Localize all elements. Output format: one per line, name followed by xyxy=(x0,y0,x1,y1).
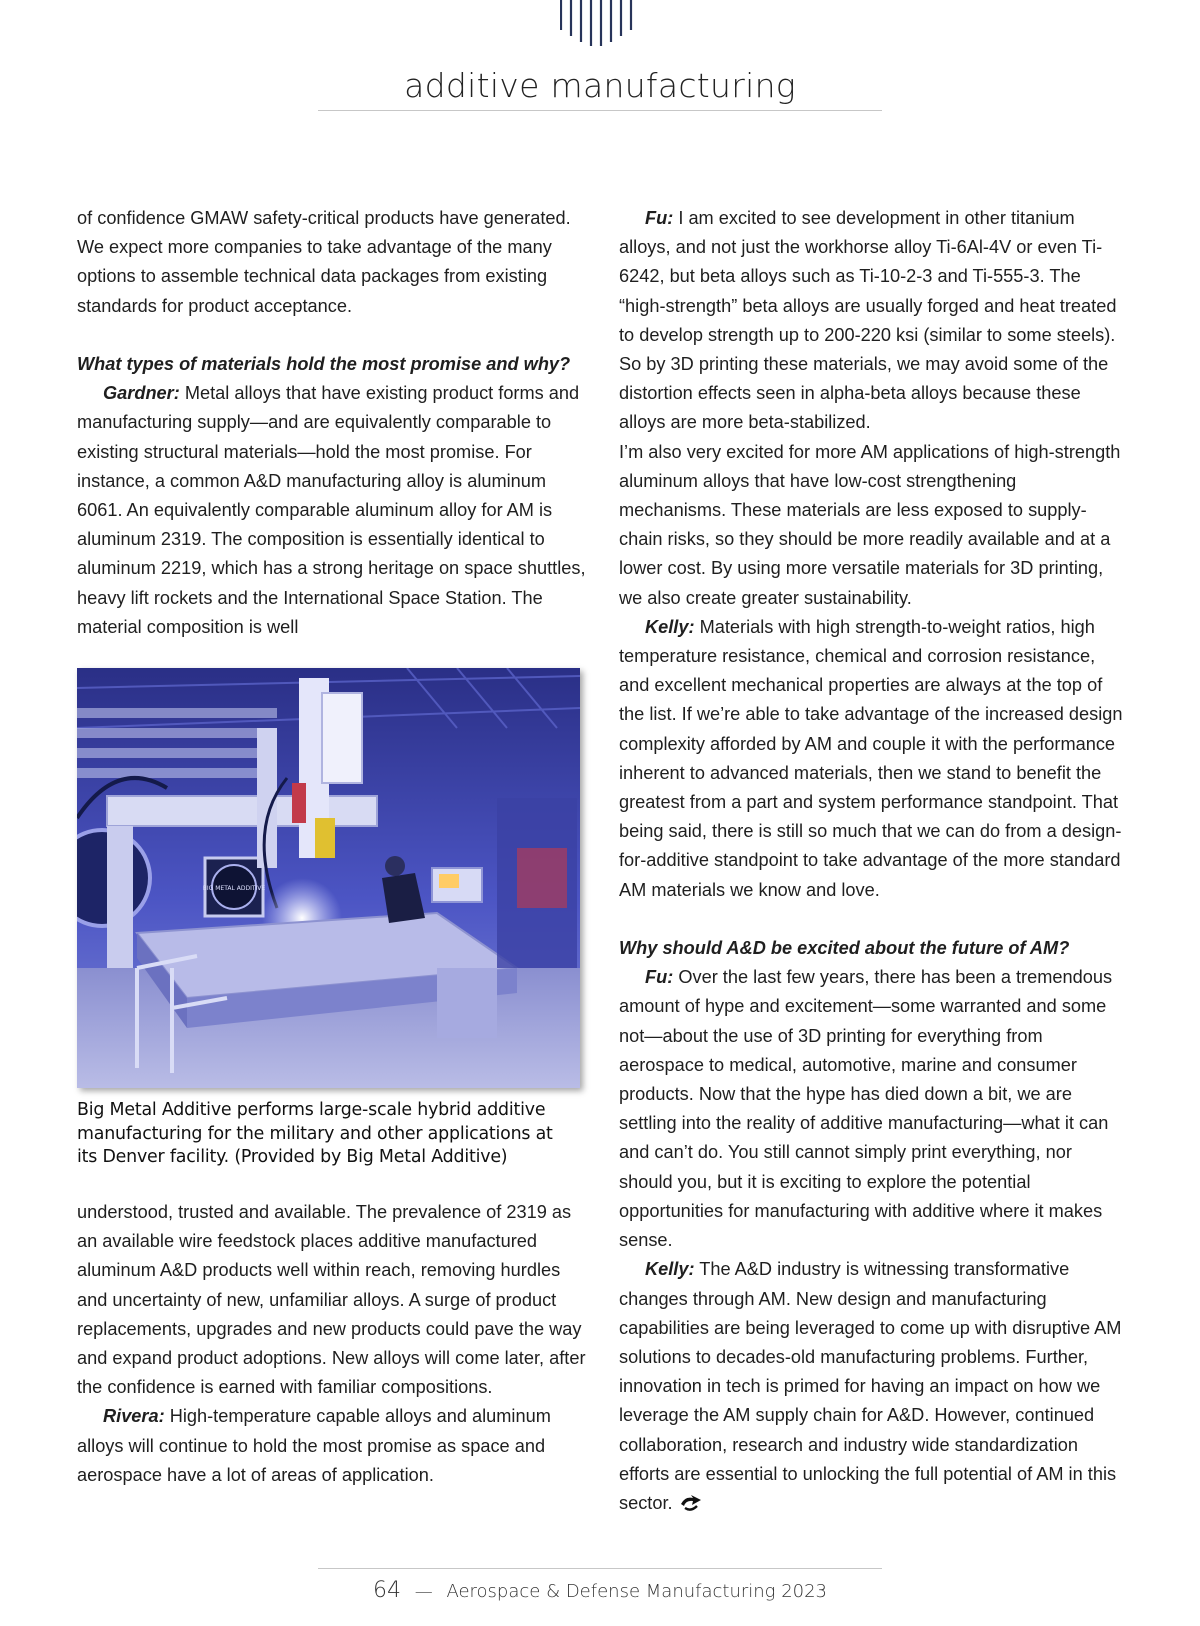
speaker-answer: High-temperature capable alloys and aluminum alloys will continue to hold the most promise as space and aerospace have a lot of areas of application. xyxy=(77,1406,551,1485)
speaker-answer: Metal alloys that have existing product forms and manufacturing supply—and are equivalently comparable to existing structural materials—hold the most promise. For instance, a common A&D manufacturing alloy is aluminum 6061. An equivalently comparable aluminum alloy for AM is aluminum 2319. The composition is essentially identical to aluminum 2219, which has a strong heritage on space shuttles, heavy lift rockets and the International Space Station. The material composition is well xyxy=(77,383,586,637)
speaker-name: Fu: xyxy=(645,967,674,988)
body-paragraph xyxy=(619,1255,1124,1518)
body-paragraph: understood, trusted and available. The prevalence of 2319 as an available wire feedstock places additive manufactured aluminum A&D products well within reach, removing hurdles and uncertainty of new, unfamiliar alloys. A surge of product replacements, upgrades and new products could pave the way and expand product adoptions. New alloys will come later, after the confidence is earned with familiar compositions. xyxy=(77,1202,586,1398)
body-paragraph: of confidence GMAW safety-critical products have generated. We expect more companies to take advantage of the many options to assemble technical data packages from existing standards for product acceptance. xyxy=(77,208,571,316)
body-paragraph xyxy=(619,963,1124,1255)
body-paragraph: I’m also very excited for more AM applications of high-strength aluminum alloys that have low-cost strengthening mechanisms. These materials are less exposed to supply-chain risks, so they should be more readily available and at a lower cost. By using more versatile materials for 3D printing, we also create greater sustainability. xyxy=(619,441,1121,608)
body-paragraph xyxy=(77,379,589,642)
body-paragraph xyxy=(77,1402,589,1490)
page-footer xyxy=(318,1578,882,1603)
left-column-top xyxy=(77,204,589,642)
interview-question: Why should A&D be excited about the future of AM? xyxy=(619,938,1070,959)
footer-rule xyxy=(318,1568,882,1569)
header-ornament-icon xyxy=(560,0,640,48)
body-paragraph xyxy=(619,613,1124,905)
speaker-answer: The A&D industry is witnessing transformative changes through AM. New design and manufacturing capabilities are being leveraged to come up with disruptive AM solutions to decades-old manufacturing problems. Further, innovation in tech is primed for having an impact on how we leverage the AM supply chain for A&D. However, continued collaboration, research and industry wide standardization efforts are essential to unlocking the full potential of AM in this sector. xyxy=(619,1259,1122,1513)
speaker-answer: Over the last few years, there has been a tremendous amount of hype and excitement—some warranted and some not—about the use of 3D printing for everything from aerospace to medical, automotive, marine and consumer products. Now that the hype has died down a bit, we are settling into the reality of additive manufacturing—what it can and can’t do. You still cannot simply print everything, nor should you, but it is exciting to explore the potential opportunities for manufacturing with additive where it makes sense. xyxy=(619,967,1113,1251)
factory-photo-illustration xyxy=(77,668,580,1088)
article-photo xyxy=(77,668,580,1088)
speaker-answer: Materials with high strength-to-weight ratios, high temperature resistance, chemical and corrosion resistance, and excellent mechanical properties are always at the top of the list. If we’re able to take advantage of the increased design complexity afforded by AM and couple it with the performance inherent to advanced materials, then we stand to benefit the greatest from a part and system performance standpoint. That being said, there is still so much that we can do from a design-for-additive standpoint to take advantage of the more standard AM materials we know and love. xyxy=(619,616,1123,900)
publication-name: Aerospace & Defense Manufacturing 2023 xyxy=(446,1581,828,1602)
speaker-name: Kelly: xyxy=(645,616,695,637)
speaker-name: Rivera: xyxy=(103,1406,165,1427)
body-paragraph xyxy=(619,204,1124,438)
right-column xyxy=(619,204,1124,1518)
speaker-name: Kelly: xyxy=(645,1259,695,1280)
end-mark-icon xyxy=(679,1495,703,1513)
speaker-name: Gardner: xyxy=(103,383,180,404)
photo-caption: Big Metal Additive performs large-scale hybrid additive manufacturing for the military and other applications at its Denver facility. (Provided by Big Metal Additive) xyxy=(77,1100,553,1167)
left-column-bottom xyxy=(77,1198,589,1490)
header-rule xyxy=(318,110,882,111)
footer-separator: — xyxy=(414,1581,433,1602)
speaker-answer: I am excited to see development in other titanium alloys, and not just the workhorse alloy Ti-6Al-4V or even Ti-6242, but beta alloys such as Ti-10-2-3 and Ti-555-3. The “high-strength” beta alloys are usually forged and heat treated to develop strength up to 200-220 ksi (similar to some steels). So by 3D printing these materials, we may avoid some of the distortion effects seen in alpha-beta alloys because these alloys are more beta-stabilized. xyxy=(619,208,1117,433)
interview-question: What types of materials hold the most promise and why? xyxy=(77,354,571,374)
page-number: 64 xyxy=(372,1578,401,1603)
speaker-name: Fu: xyxy=(645,208,674,228)
sign-logo-text: BIG METAL ADDITIVE xyxy=(202,885,266,892)
section-title: additive manufacturing xyxy=(404,66,796,105)
